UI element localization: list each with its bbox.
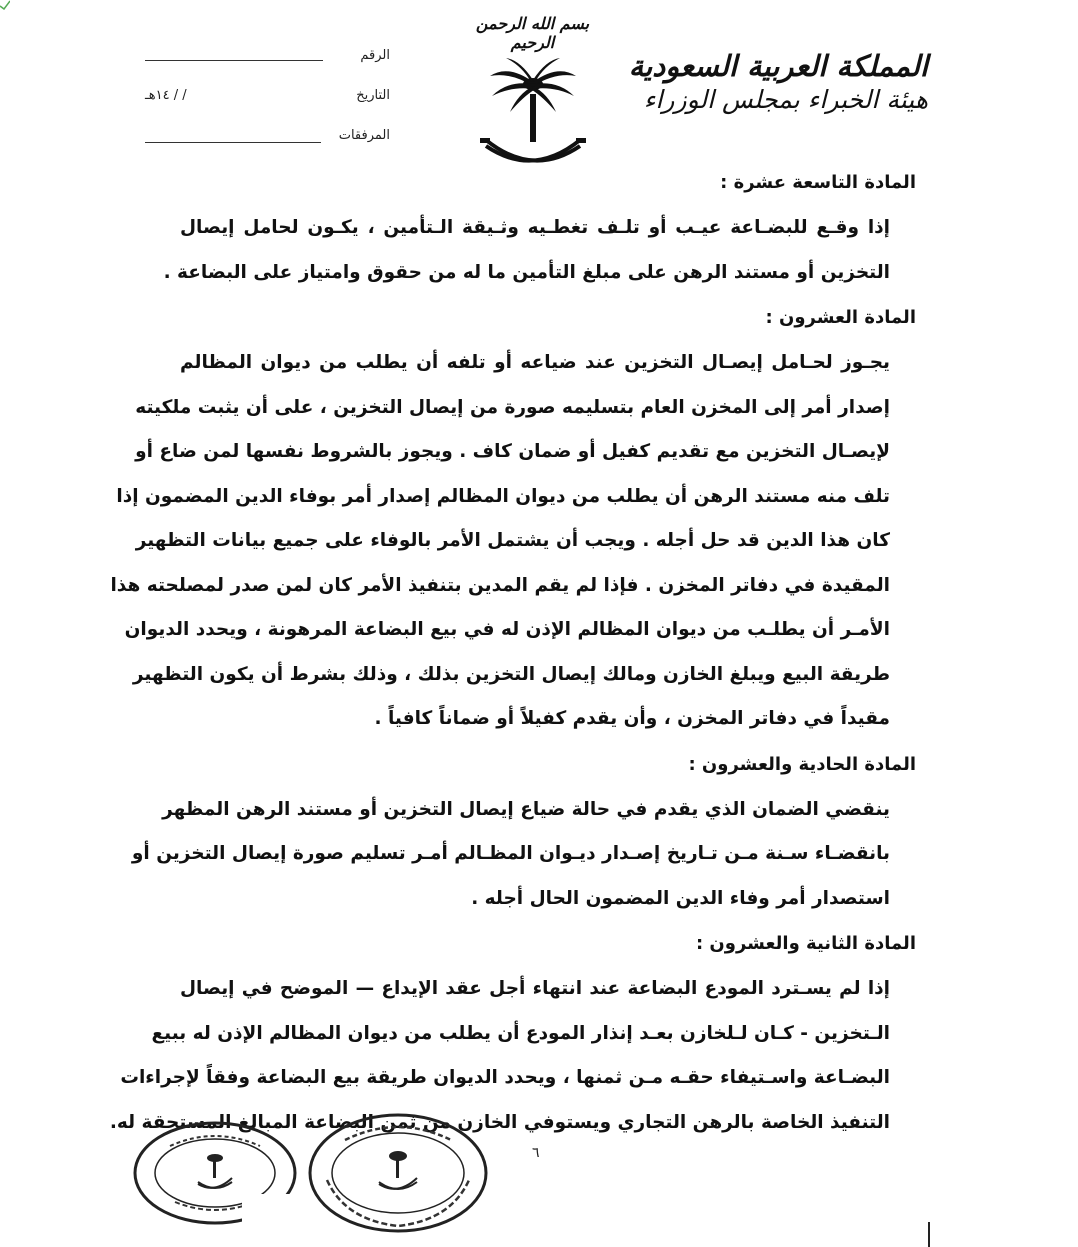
org-name-line1: المملكة العربية السعودية bbox=[628, 49, 928, 83]
article-heading: المادة التاسعة عشرة : bbox=[720, 172, 916, 193]
text-line: التخزين أو مستند الرهن على مبلغ التأمين ما له من حقوق وامتياز على البضاعة . bbox=[163, 261, 890, 283]
article-21 bbox=[131, 742, 916, 922]
date-field bbox=[145, 88, 390, 103]
attachments-label: المرفقات bbox=[338, 128, 390, 143]
text-line: الـتخزين - كـان لـلخازن بعـد إنذار المودع أن يطلب من ديوان المظالم الإذن له ببيع bbox=[151, 1022, 890, 1044]
text-line: البضـاعة واسـتيفاء حقـه مـن ثمنها ، ويحدد الديوان طريقة بيع البضاعة وفقاً لإجراءات bbox=[120, 1067, 890, 1088]
date-label: التاريخ bbox=[356, 88, 390, 103]
reference-line bbox=[145, 60, 323, 61]
official-seal-left-icon bbox=[130, 1118, 300, 1228]
text-line: إذا لم يسـترد المودع البضاعة عند انتهاء أجل عقد الإيداع — الموضح في إيصال bbox=[180, 978, 890, 999]
article-paragraph bbox=[131, 788, 890, 922]
text-line: بانقضـاء سـنة مـن تـاريخ إصـدار ديـوان المظـالم أمـر تسليم صورة إيصال التخزين أو bbox=[131, 843, 890, 864]
attachments-field bbox=[145, 128, 390, 143]
reference-number-field bbox=[145, 48, 390, 63]
text-line: إصدار أمر إلى المخزن العام بتسليمه صورة من إيصال التخزين ، على أن يثبت ملكيته bbox=[135, 396, 890, 418]
corner-tick-mark bbox=[0, 0, 10, 10]
text-line: المقيدة في دفاتر المخزن . فإذا لم يقم المدين بتنفيذ الأمر كان لمن صدر لمصلحته هذا bbox=[110, 574, 890, 596]
organization-name bbox=[628, 48, 928, 116]
text-line: استصدار أمر وفاء الدين المضمون الحال أجله . bbox=[471, 887, 890, 909]
article-paragraph bbox=[110, 341, 890, 742]
text-line: كان هذا الدين قد حل أجله . ويجب أن يشتمل الأمر بالوفاء على جميع بيانات التظهير bbox=[135, 530, 890, 551]
article-heading: المادة الحادية والعشرون : bbox=[688, 753, 916, 775]
article-heading: المادة العشرون : bbox=[765, 307, 916, 328]
text-line: ينقضي الضمان الذي يقدم في حالة ضياع إيصال التخزين أو مستند الرهن المظهر bbox=[162, 798, 890, 820]
attachments-line bbox=[145, 142, 321, 143]
article-19 bbox=[163, 160, 916, 295]
article-heading: المادة الثانية والعشرون : bbox=[695, 933, 916, 954]
page-number: ٦ bbox=[532, 1145, 540, 1161]
article-20 bbox=[110, 295, 916, 742]
text-line: تلف منه مستند الرهن أن يطلب من ديوان المظالم إصدار أمر بوفاء الدين المضمون إذا bbox=[116, 485, 890, 507]
text-line: يجـوز لحـامل إيصـال التخزين عند ضياعه أو تلفه أن يطلب من ديوان المظالم bbox=[180, 352, 890, 373]
text-line: لإيصـال التخزين مع تقديم كفيل أو ضمان كاف . ويجوز بالشروط نفسها لمن ضاع أو bbox=[135, 441, 890, 462]
document-body bbox=[109, 160, 916, 1145]
text-line: طريقة البيع ويبلغ الخازن ومالك إيصال التخزين بذلك ، وذلك بشرط أن يكون التظهير bbox=[132, 663, 890, 685]
text-line: إذا وقـع للبضـاعة عيـب أو تلـف تغطـيه وثـيقة الـتأمين ، يكـون لحامل إيصال bbox=[180, 217, 890, 238]
reference-label: الرقم bbox=[360, 48, 390, 63]
margin-mark bbox=[928, 1222, 930, 1247]
text-line: التنفيذ الخاصة بالرهن التجاري ويستوفي الخازن من ثمن البضاعة المبالغ المستحقة له. bbox=[109, 1111, 890, 1133]
palm-swords-emblem-icon bbox=[478, 54, 588, 174]
text-line: الأمـر أن يطلـب من ديوان المظالم الإذن له في بيع البضاعة المرهونة ، ويحدد الديوان bbox=[124, 619, 890, 640]
org-name-line2: هيئة الخبراء بمجلس الوزراء bbox=[643, 85, 928, 114]
basmala: بسم الله الرحمن الرحيم bbox=[475, 14, 590, 52]
article-22 bbox=[109, 921, 916, 1145]
text-line: مقيداً في دفاتر المخزن ، وأن يقدم كفيلاً أو ضماناً كافياً . bbox=[374, 708, 890, 729]
date-value: / / ١٤هـ bbox=[145, 88, 187, 103]
article-paragraph bbox=[163, 206, 890, 295]
official-seal-right-icon bbox=[305, 1110, 491, 1236]
